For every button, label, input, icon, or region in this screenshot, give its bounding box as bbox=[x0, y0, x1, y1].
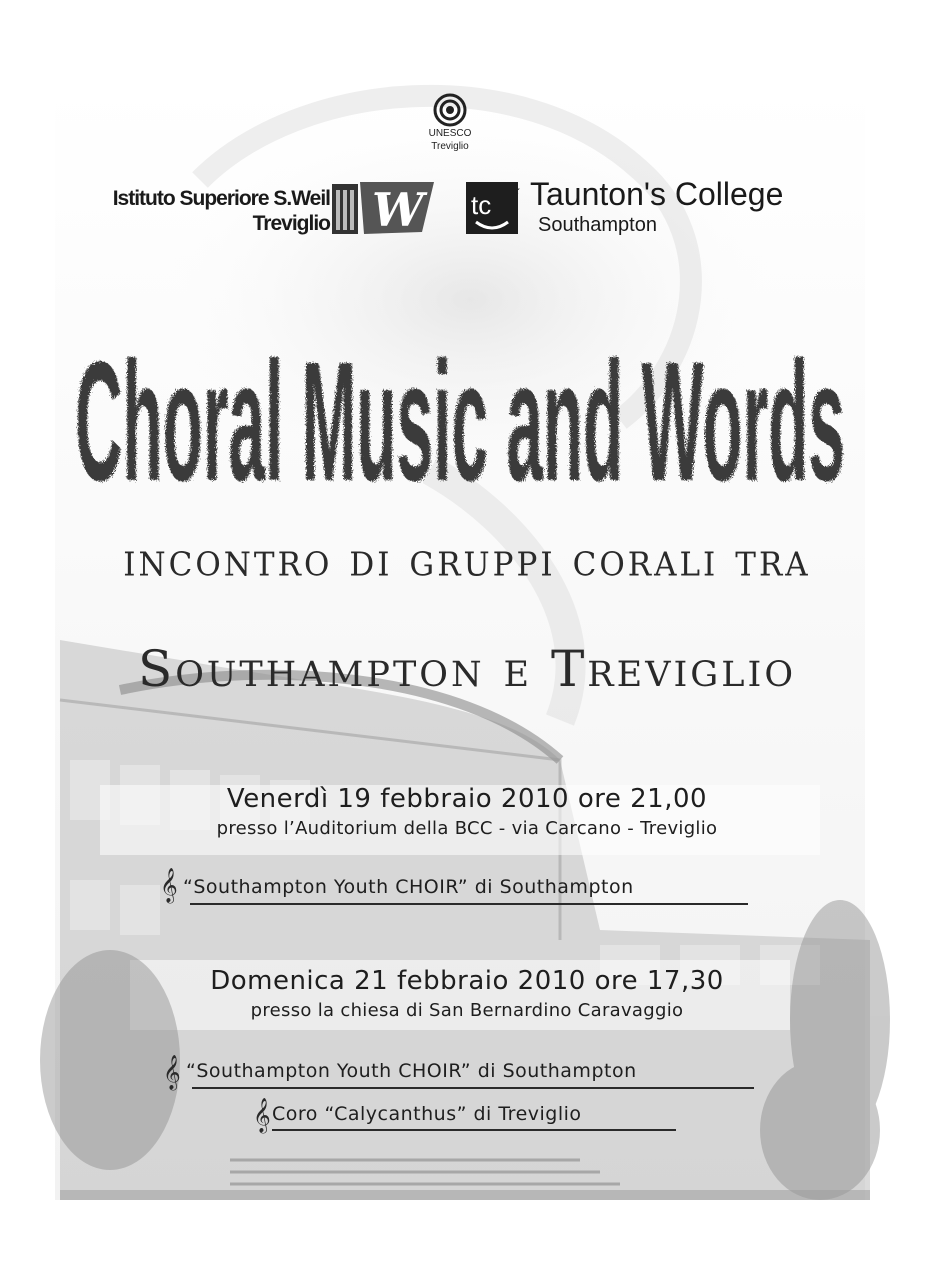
divider bbox=[190, 903, 748, 905]
event-2-performer-2: Coro “Calycanthus” di Treviglio bbox=[272, 1103, 582, 1125]
taunton-logo bbox=[466, 182, 522, 234]
treble-clef-icon: 𝄞 bbox=[160, 868, 178, 903]
main-title-text: Choral Music and Words bbox=[75, 327, 845, 510]
main-title bbox=[60, 280, 860, 510]
taunton-college-city: Southampton bbox=[538, 214, 657, 236]
weil-logo-letter: W bbox=[372, 183, 424, 236]
unesco-logo bbox=[420, 92, 480, 132]
weil-logo bbox=[330, 178, 440, 236]
unesco-name: UNESCO bbox=[428, 128, 472, 139]
svg-text:★: ★ bbox=[510, 183, 521, 197]
event-1-date: Venerdì 19 febbraio 2010 ore 21,00 bbox=[226, 784, 708, 814]
subtitle: incontro di gruppi corali tra bbox=[123, 533, 811, 588]
event-2-place: presso la chiesa di San Bernardino Caravaggio bbox=[250, 1000, 684, 1021]
unesco-city: Treviglio bbox=[431, 141, 469, 152]
treble-clef-icon: 𝄞 bbox=[253, 1098, 271, 1133]
weil-school-city: Treviglio bbox=[252, 212, 330, 235]
divider bbox=[192, 1087, 754, 1089]
event-1-performer-1: “Southampton Youth CHOIR” di Southampton bbox=[183, 876, 634, 898]
taunton-college-name: Taunton's College bbox=[530, 176, 784, 212]
weil-school-name: Istituto Superiore S.Weil bbox=[112, 187, 330, 210]
subtitle-cities: Southampton e Treviglio bbox=[137, 640, 797, 698]
taunton-logo-letters: tc bbox=[471, 190, 492, 220]
divider bbox=[272, 1129, 676, 1131]
treble-clef-icon: 𝄞 bbox=[163, 1055, 181, 1090]
event-2-date: Domenica 21 febbraio 2010 ore 17,30 bbox=[210, 966, 724, 996]
event-1-place: presso l’Auditorium della BCC - via Carcano - Treviglio bbox=[216, 818, 718, 839]
event-2-performer-1: “Southampton Youth CHOIR” di Southampton bbox=[186, 1060, 637, 1082]
unesco-circle-icon bbox=[432, 92, 468, 128]
